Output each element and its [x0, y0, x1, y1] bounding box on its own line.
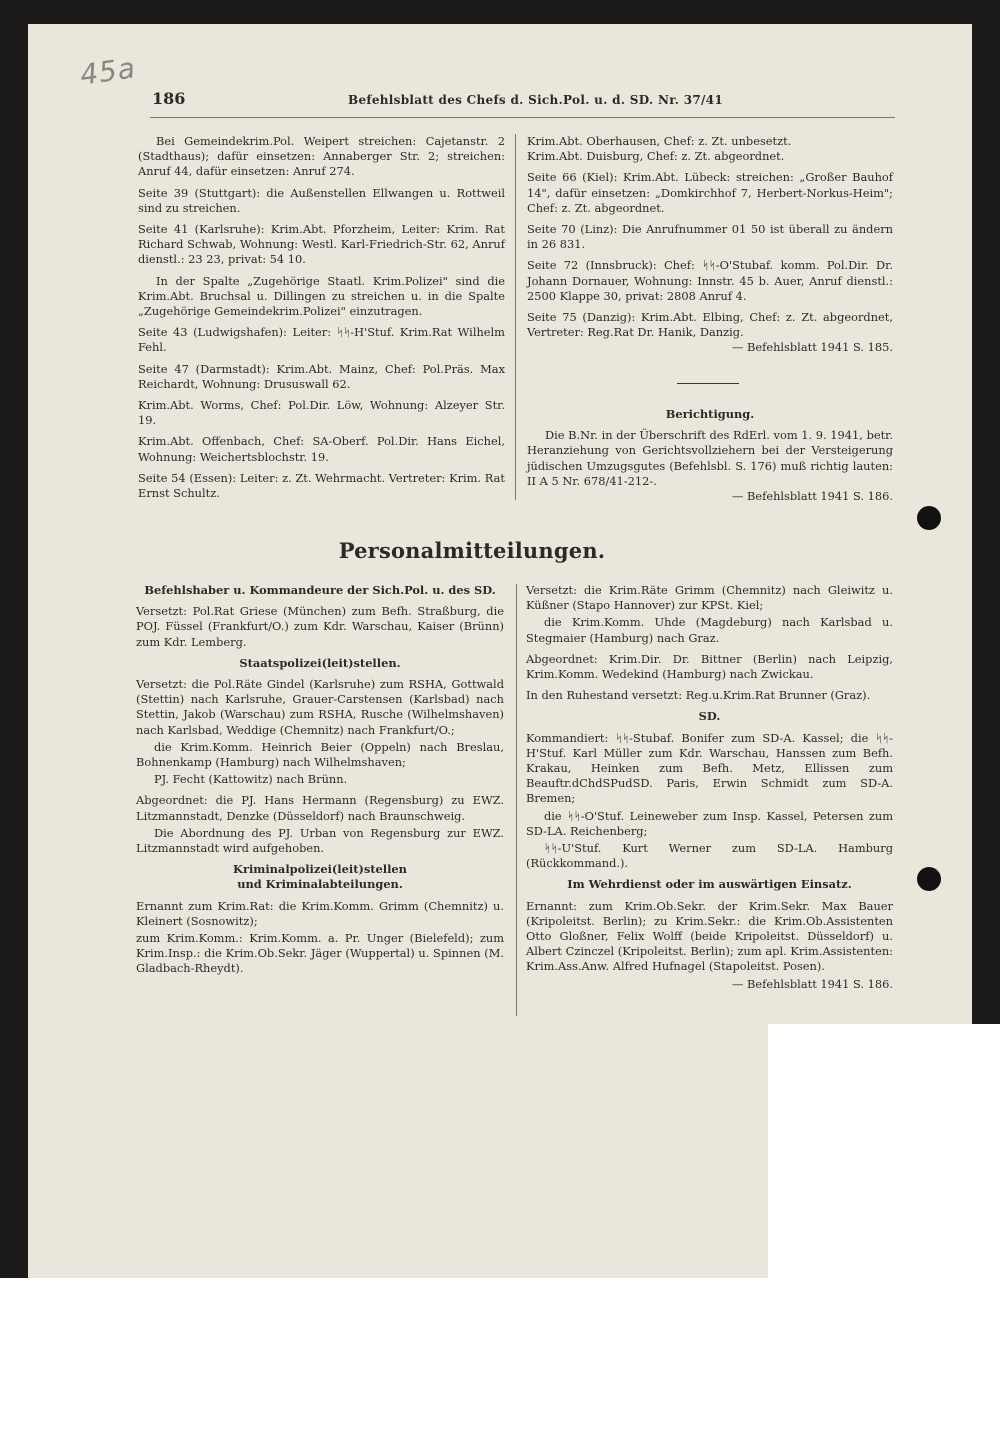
paragraph: Krim.Abt. Worms, Chef: Pol.Dir. Löw, Wohnung: Alzeyer Str. 19.	[138, 398, 505, 428]
paragraph: PJ. Fecht (Kattowitz) nach Brünn.	[154, 772, 348, 787]
source-reference: — Befehlsblatt 1941 S. 186.	[731, 976, 893, 991]
source-reference: — Befehlsblatt 1941 S. 186.	[731, 489, 893, 504]
separator-rule	[677, 383, 739, 384]
right-column-bottom	[526, 583, 893, 998]
left-column-top	[138, 134, 505, 507]
right-column-top	[527, 134, 893, 362]
paragraph: Versetzt: Pol.Rat Griese (München) zum Befh. Straßburg, die POJ. Füssel (Frankfurt/O.) zum Kdr. Warschau, Kaiser (Brünn) zum Kdr. Lemberg.	[136, 604, 504, 649]
paragraph: Seite 43 (Ludwigshafen): Leiter: ᛋᛋ-H'Stuf. Krim.Rat Wilhelm Fehl.	[138, 325, 505, 355]
paragraph: Ernannt: zum Krim.Ob.Sekr. der Krim.Sekr. Max Bauer (Kripoleitst. Berlin); zu Krim.Sekr.: die Krim.Ob.Assistenten Otto Gloßner, Felix Wolff (beide Kripoleitst. Düsseldorf) u. Albert Czinczel (Kripoleitst. Berlin); zum apl. Krim.Assistenten: Krim.Ass.Anw. Alfred Hufnagel (Stapoleitst. Posen).	[526, 898, 893, 974]
subheading: Befehlshaber u. Kommandeure der Sich.Pol. u. des SD.	[144, 583, 496, 597]
paragraph: Ernannt zum Krim.Rat: die Krim.Komm. Grimm (Chemnitz) u. Kleinert (Sosnowitz);	[136, 898, 504, 928]
paragraph: Bei Gemeindekrim.Pol. Weipert streichen: Cajetanstr. 2 (Stadthaus); dafür einsetzen: Annaberger Str. 2; streichen: Anruf 44, dafür einsetzen: Anruf 274.	[138, 134, 505, 179]
paragraph: Seite 54 (Essen): Leiter: z. Zt. Wehrmacht. Vertreter: Krim. Rat Ernst Schultz.	[138, 470, 505, 501]
paragraph: Seite 70 (Linz): Die Anrufnummer 01 50 ist überall zu ändern in 26 831.	[527, 222, 893, 252]
paragraph: zum Krim.Komm.: Krim.Komm. a. Pr. Unger (Bielefeld); zum Krim.Insp.: die Krim.Ob.Sekr. Jäger (Wuppertal) u. Spinnen (M. Gladbach-Rheydt).	[136, 931, 504, 976]
paragraph: die Krim.Komm. Uhde (Magdeburg) nach Karlsbad u. Stegmaier (Hamburg) nach Graz.	[526, 615, 893, 645]
paragraph: Seite 47 (Darmstadt): Krim.Abt. Mainz, Chef: Pol.Präs. Max Reichardt, Wohnung: Drususwall 62.	[138, 361, 505, 391]
source-reference: — Befehlsblatt 1941 S. 185.	[731, 340, 893, 355]
berichtigung-text: Die B.Nr. in der Überschrift des RdErl. vom 1. 9. 1941, betr. Heranziehung von Gerichtsvollziehern bei der Versteigerung jüdischen Umzugsgutes (Befehlsbl. S. 176) muß richtig lauten: II A 5 Nr. 678/41-212-.	[527, 428, 893, 488]
paragraph: Krim.Abt. Offenbach, Chef: SA-Oberf. Pol.Dir. Hans Eichel, Wohnung: Weichertsblochstr. 19.	[138, 434, 505, 464]
paragraph: Kommandiert: ᛋᛋ-Stubaf. Bonifer zum SD-A. Kassel; die ᛋᛋ-H'Stuf. Karl Müller zum Kdr. Warschau, Hanssen zum Befh. Krakau, Heinken zum Befh. Metz, Ellissen zum Beauftr.dChdSPudSD. Paris, Erwin Schmidt zum SD-A. Bremen;	[526, 730, 893, 806]
paragraph: Die Abordnung des PJ. Urban von Regensburg zur EWZ. Litzmannstadt wird aufgehoben.	[136, 825, 504, 856]
subheading: Staatspolizei(leit)stellen.	[239, 655, 401, 670]
paragraph: die ᛋᛋ-O'Stuf. Leineweber zum Insp. Kassel, Petersen zum SD-LA. Reichenberg;	[526, 808, 893, 838]
berichtigung-title: Berichtigung.	[665, 407, 755, 421]
column-divider	[515, 134, 516, 500]
paragraph: In den Ruhestand versetzt: Reg.u.Krim.Rat Brunner (Graz).	[526, 688, 871, 703]
punch-hole-icon	[917, 867, 941, 891]
handwritten-note: 45a	[77, 51, 138, 92]
paragraph: Versetzt: die Pol.Räte Gindel (Karlsruhe) zum RSHA, Gottwald (Stettin) nach Karlsruhe, Grauer-Carstensen (Karlsbad) nach Stettin, Jakob (Warschau) zum RSHA, Rusche (Wilhelmshaven) nach Karlsbad, Weddige (Chemnitz) nach Frankfurt/O.;	[136, 677, 504, 737]
paragraph: Krim.Abt. Oberhausen, Chef: z. Zt. unbesetzt.	[527, 134, 792, 148]
paragraph: Seite 41 (Karlsruhe): Krim.Abt. Pforzheim, Leiter: Krim. Rat Richard Schwab, Wohnung: Westl. Karl-Friedrich-Str. 62, Anruf dienstl.: 23 23, privat: 54 10.	[138, 222, 505, 267]
left-column-bottom	[136, 583, 504, 983]
running-header: Befehlsblatt des Chefs d. Sich.Pol. u. d. SD. Nr. 37/41	[348, 93, 724, 107]
paragraph: Seite 66 (Kiel): Krim.Abt. Lübeck: streichen: „Großer Bauhof 14", dafür einsetzen: „Domkirchhof 7, Herbert-Norkus-Heim"; Chef: z. Zt. abgeordnet.	[527, 170, 893, 215]
berichtigung-block	[527, 401, 893, 510]
paragraph: Krim.Abt. Duisburg, Chef: z. Zt. abgeordnet.	[527, 149, 785, 164]
blank-corner	[768, 1024, 1000, 1438]
paragraph: Seite 39 (Stuttgart): die Außenstellen Ellwangen u. Rottweil sind zu streichen.	[138, 185, 505, 215]
column-divider	[516, 584, 517, 1016]
paragraph: In der Spalte „Zugehörige Staatl. Krim.Polizei" sind die Krim.Abt. Bruchsal u. Dillingen zu streichen u. in die Spalte „Zugehörige Gemeindekrim.Polizei" einzutragen.	[138, 273, 505, 319]
subheading: und Kriminalabteilungen.	[237, 877, 403, 892]
paragraph: Abgeordnet: Krim.Dir. Dr. Bittner (Berlin) nach Leipzig, Krim.Komm. Wedekind (Hamburg) nach Zwickau.	[526, 651, 893, 682]
paragraph: Versetzt: die Krim.Räte Grimm (Chemnitz) nach Gleiwitz u. Küßner (Stapo Hannover) zur KPSt. Kiel;	[526, 583, 893, 613]
subheading: Im Wehrdienst oder im auswärtigen Einsatz.	[567, 877, 852, 892]
subheading: Kriminalpolizei(leit)stellen	[233, 862, 407, 877]
paragraph: Seite 72 (Innsbruck): Chef: ᛋᛋ-O'Stubaf. komm. Pol.Dir. Dr. Johann Dornauer, Wohnung: Innstr. 45 b. Auer, Anruf dienstl.: 2500 Klappe 30, privat: 2808 Anruf 4.	[527, 258, 893, 303]
subheading: SD.	[698, 709, 721, 724]
page-number: 186	[152, 89, 186, 108]
paragraph: Abgeordnet: die PJ. Hans Hermann (Regensburg) zu EWZ. Litzmannstadt, Denzke (Düsseldorf) nach Braunschweig.	[136, 793, 504, 823]
section-title: Personalmitteilungen.	[338, 538, 606, 563]
paragraph: die Krim.Komm. Heinrich Beier (Oppeln) nach Breslau, Bohnenkamp (Hamburg) nach Wilhelmshaven;	[136, 739, 504, 770]
paragraph: Seite 75 (Danzig): Krim.Abt. Elbing, Chef: z. Zt. abgeordnet, Vertreter: Reg.Rat Dr. Hanik, Danzig.	[527, 310, 893, 340]
header-rule	[150, 117, 895, 118]
punch-hole-icon	[917, 506, 941, 530]
paragraph: ᛋᛋ-U'Stuf. Kurt Werner zum SD-LA. Hamburg (Rückkommand.).	[526, 841, 893, 871]
